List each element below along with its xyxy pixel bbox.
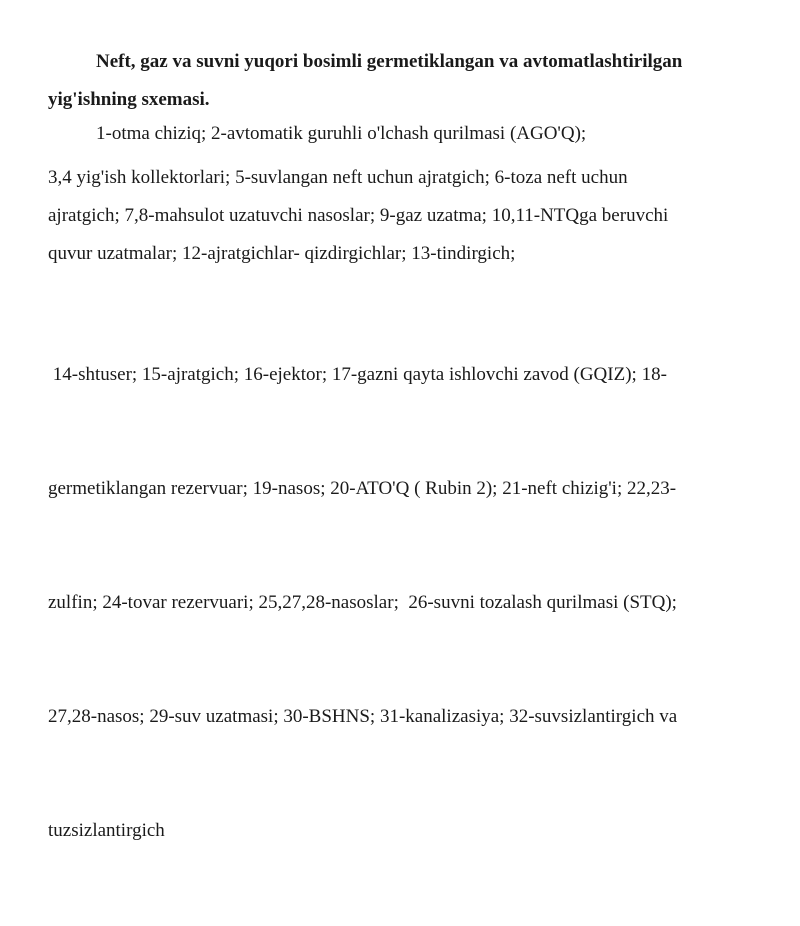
legend-line: quvur uzatmalar; 12-ajratgichlar- qizdirgichlar; 13-tindirgich; [48, 243, 516, 264]
legend-line: ajratgich; 7,8-mahsulot uzatuvchi nasoslar; 9-gaz uzatma; 10,11-NTQga beruvchi [48, 205, 669, 226]
legend-paragraph-3 [48, 280, 760, 926]
legend-line: 27,28-nasos; 29-suv uzatmasi; 30-BSHNS; 31-kanalizasiya; 32-suvsizlantirgich va [48, 706, 678, 727]
legend-line: tuzsizlantirgich [48, 820, 165, 841]
legend-line: germetiklangan rezervuar; 19-nasos; 20-ATO'Q ( Rubin 2); 21-neft chizig'i; 22,23- [48, 478, 677, 499]
legend-line: 14-shtuser; 15-ajratgich; 16-ejektor; 17-gazni qayta ishlovchi zavod (GQIZ); 18- [48, 364, 667, 385]
legend-paragraph-1: 1-otma chiziq; 2-avtomatik guruhli o'lchash qurilmasi (AGO'Q); [96, 123, 587, 144]
legend-line: 3,4 yig'ish kollektorlari; 5-suvlangan neft uchun ajratgich; 6-toza neft uchun [48, 167, 628, 188]
document-title: Neft, gaz va suvni yuqori bosimli germetiklangan va avtomatlashtirilgan yig'ishning sxemasi. [48, 51, 683, 110]
legend-line: zulfin; 24-tovar rezervuari; 25,27,28-nasoslar; 26-suvni tozalash qurilmasi (STQ); [48, 592, 677, 613]
legend-paragraph-2 [48, 159, 760, 273]
